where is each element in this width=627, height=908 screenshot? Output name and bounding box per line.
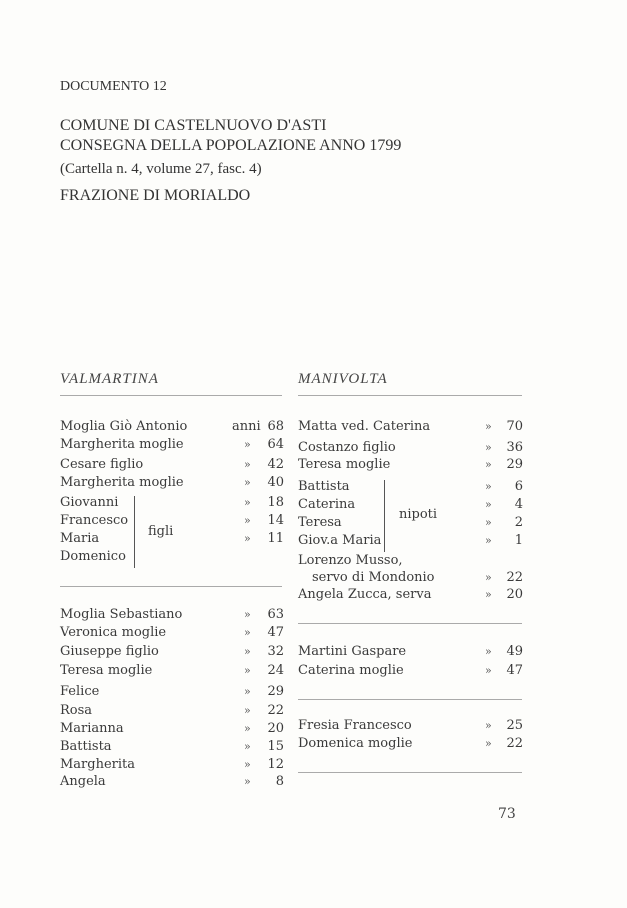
ditto-mark: » <box>244 626 251 639</box>
age: 6 <box>514 479 523 494</box>
person-name: Angela <box>60 774 106 789</box>
person-name: Margherita moglie <box>60 475 184 490</box>
age: 1 <box>514 533 523 548</box>
ditto-mark: » <box>485 571 492 584</box>
divider <box>60 395 282 396</box>
age: 14 <box>267 513 284 528</box>
age: 47 <box>267 625 284 640</box>
age: 8 <box>275 774 284 789</box>
person-name: Battista <box>298 479 350 494</box>
age: 12 <box>267 757 284 772</box>
title-line-1: COMUNE DI CASTELNUOVO D'ASTI <box>60 117 327 134</box>
person-name: Margherita <box>60 757 136 772</box>
age: 22 <box>267 703 284 718</box>
person-name: Caterina <box>298 497 356 512</box>
ditto-mark: » <box>244 532 251 545</box>
person-name: Francesco <box>60 513 129 528</box>
ditto-mark: » <box>244 664 251 677</box>
age: 4 <box>514 497 523 512</box>
age: 24 <box>267 663 284 678</box>
age: 18 <box>267 495 284 510</box>
age: 29 <box>506 457 523 472</box>
person-name: Matta ved. Caterina <box>298 419 431 434</box>
person-name: Moglia Sebastiano <box>60 607 183 622</box>
ditto-mark: » <box>485 664 492 677</box>
age: 40 <box>267 475 284 490</box>
bracket <box>380 480 385 552</box>
person-name: Maria <box>60 531 100 546</box>
person-name: servo di Mondonio <box>312 570 435 585</box>
ditto-mark: » <box>485 719 492 732</box>
ditto-mark: » <box>244 608 251 621</box>
age: 64 <box>267 437 284 452</box>
person-name: Domenico <box>60 549 126 564</box>
person-name: Martini Gaspare <box>298 644 407 659</box>
ditto-mark: » <box>244 476 251 489</box>
section-heading-manivolta: MANIVOLTA <box>298 371 388 387</box>
age: 68 <box>267 419 284 434</box>
age: 22 <box>506 736 523 751</box>
person-name: Marianna <box>60 721 124 736</box>
age: 20 <box>267 721 284 736</box>
person-name: Teresa moglie <box>298 457 391 472</box>
person-name: Giov.a Maria <box>298 533 382 548</box>
age: 25 <box>506 718 523 733</box>
person-name: Caterina moglie <box>298 663 404 678</box>
age: 32 <box>267 644 284 659</box>
ditto-mark: » <box>485 441 492 454</box>
age: 29 <box>267 684 284 699</box>
person-name: Domenica moglie <box>298 736 413 751</box>
age: 49 <box>506 644 523 659</box>
ditto-mark: » <box>485 737 492 750</box>
person-name: Veronica moglie <box>60 625 167 640</box>
ditto-mark: » <box>485 588 492 601</box>
person-name: Teresa <box>298 515 342 530</box>
age: 20 <box>506 587 523 602</box>
ditto-mark: » <box>485 420 492 433</box>
divider <box>60 586 282 587</box>
age: 36 <box>506 440 523 455</box>
person-name: Felice <box>60 684 100 699</box>
ditto-mark: » <box>244 704 251 717</box>
person-name: Giovanni <box>60 495 119 510</box>
ditto-mark: » <box>244 645 251 658</box>
page-number: 73 <box>498 806 516 822</box>
ditto-mark: » <box>244 438 251 451</box>
age: 15 <box>267 739 284 754</box>
age: 22 <box>506 570 523 585</box>
divider <box>298 699 522 700</box>
frazione-title: FRAZIONE DI MORIALDO <box>60 187 251 204</box>
person-name: Rosa <box>60 703 93 718</box>
age: 2 <box>514 515 523 530</box>
ditto-mark: » <box>244 775 251 788</box>
person-name: Cesare figlio <box>60 457 144 472</box>
person-name: Angela Zucca, serva <box>298 587 432 602</box>
person-name: Margherita moglie <box>60 437 184 452</box>
ditto-mark: anni <box>232 419 261 434</box>
ditto-mark: » <box>244 740 251 753</box>
bracket <box>130 496 135 568</box>
age: 11 <box>267 531 284 546</box>
age: 70 <box>506 419 523 434</box>
section-heading-valmartina: VALMARTINA <box>60 371 159 387</box>
person-name: Costanzo figlio <box>298 440 396 455</box>
ditto-mark: » <box>485 480 492 493</box>
archive-reference: (Cartella n. 4, volume 27, fasc. 4) <box>60 161 262 177</box>
bracket-label-figli: figli <box>148 524 174 539</box>
ditto-mark: » <box>244 514 251 527</box>
divider <box>298 772 522 773</box>
person-name: Giuseppe figlio <box>60 644 159 659</box>
ditto-mark: » <box>244 722 251 735</box>
ditto-mark: » <box>485 534 492 547</box>
document-number: DOCUMENTO 12 <box>60 79 167 94</box>
age: 47 <box>506 663 523 678</box>
ditto-mark: » <box>244 685 251 698</box>
ditto-mark: » <box>244 496 251 509</box>
age: 63 <box>267 607 284 622</box>
ditto-mark: » <box>244 458 251 471</box>
ditto-mark: » <box>485 458 492 471</box>
ditto-mark: » <box>244 758 251 771</box>
bracket-label-nipoti: nipoti <box>399 507 438 522</box>
ditto-mark: » <box>485 645 492 658</box>
ditto-mark: » <box>485 516 492 529</box>
age: 42 <box>267 457 284 472</box>
ditto-mark: » <box>485 498 492 511</box>
person-name: Lorenzo Musso, <box>298 553 403 568</box>
person-name: Battista <box>60 739 112 754</box>
divider <box>298 395 522 396</box>
divider <box>298 623 522 624</box>
person-name: Fresia Francesco <box>298 718 412 733</box>
person-name: Moglia Giò Antonio <box>60 419 188 434</box>
title-line-2: CONSEGNA DELLA POPOLAZIONE ANNO 1799 <box>60 137 402 154</box>
person-name: Teresa moglie <box>60 663 153 678</box>
